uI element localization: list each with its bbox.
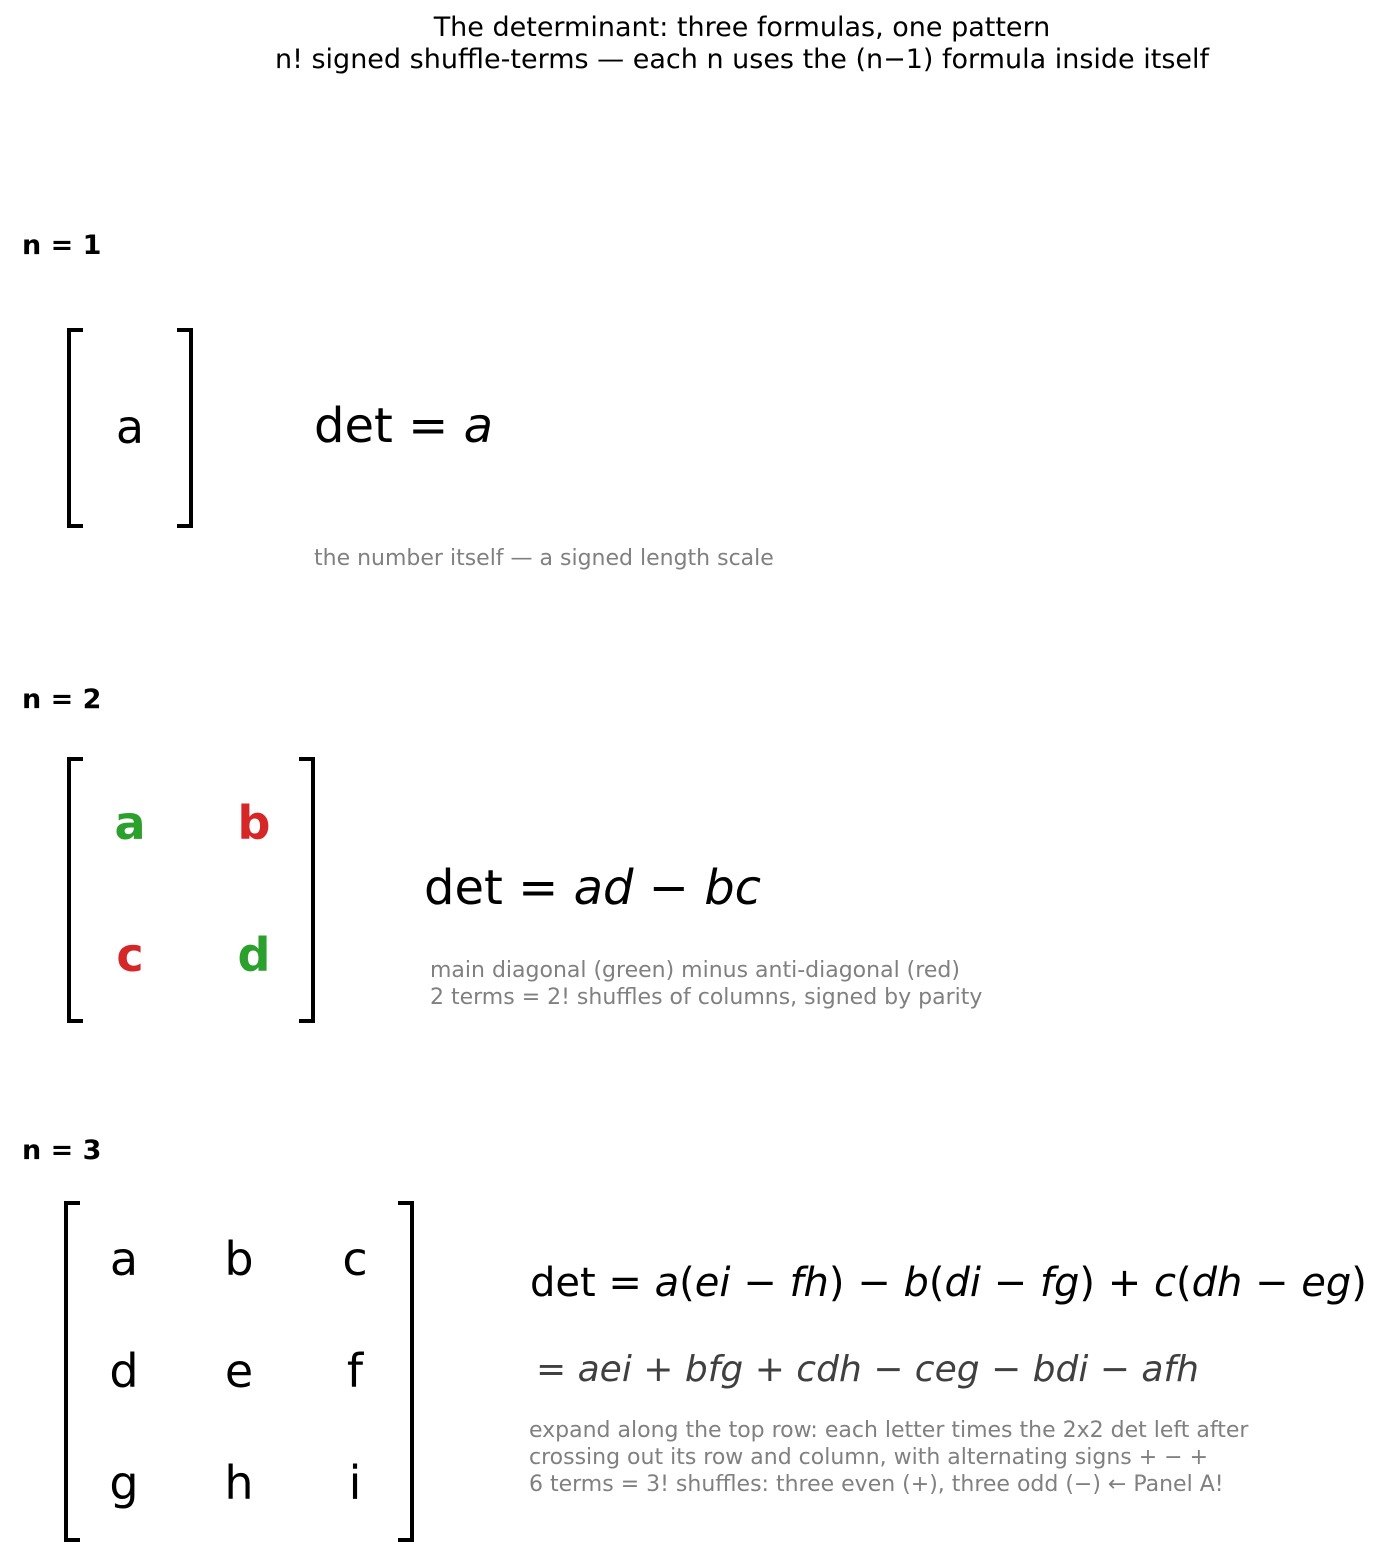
matrix-cell-anti-diagonal: c	[116, 928, 144, 982]
title-line-2: n! signed shuffle-terms — each n uses the (n−1) formula inside itself	[274, 44, 1210, 75]
note: the number itself — a signed length scale	[314, 546, 774, 571]
panel-label: n = 2	[22, 684, 102, 715]
matrix-cell: d	[109, 1344, 139, 1398]
panel-label: n = 3	[22, 1135, 102, 1166]
right-bracket	[398, 1201, 414, 1542]
matrix-cell: h	[224, 1456, 254, 1510]
note: 6 terms = 3! shuffles: three even (+), three odd (−) ← Panel A!	[529, 1472, 1224, 1497]
matrix-cell: e	[224, 1344, 254, 1398]
note: expand along the top row: each letter times the 2x2 det left after	[529, 1418, 1249, 1443]
title-line-1: The determinant: three formulas, one pattern	[433, 12, 1051, 43]
note: main diagonal (green) minus anti-diagonal (red)	[430, 958, 960, 983]
matrix-cell: g	[109, 1456, 139, 1510]
matrix-cell: a	[115, 400, 145, 454]
matrix-cell: f	[346, 1344, 364, 1398]
matrix-cell: i	[348, 1456, 362, 1510]
left-bracket	[67, 757, 83, 1023]
left-bracket	[64, 1201, 80, 1542]
formula-expanded: = aei + bfg + cdh − ceg − bdi − afh	[536, 1349, 1199, 1390]
matrix-cell-main-diagonal: a	[114, 796, 146, 850]
left-bracket	[67, 328, 83, 528]
note: crossing out its row and column, with alternating signs + − +	[529, 1445, 1209, 1470]
formula: det = a(ei − fh) − b(di − fg) + c(dh − eg)	[530, 1260, 1367, 1306]
matrix-cell-main-diagonal: d	[237, 928, 271, 982]
panel-label: n = 1	[22, 230, 102, 261]
matrix-cell: a	[109, 1232, 139, 1286]
right-bracket	[299, 757, 315, 1023]
matrix-cell: c	[342, 1232, 368, 1286]
formula: det = a	[314, 398, 493, 454]
matrix-cell-anti-diagonal: b	[237, 796, 271, 850]
note: 2 terms = 2! shuffles of columns, signed by parity	[430, 985, 983, 1010]
right-bracket	[177, 328, 193, 528]
formula: det = ad − bc	[424, 860, 762, 916]
matrix-cell: b	[224, 1232, 254, 1286]
